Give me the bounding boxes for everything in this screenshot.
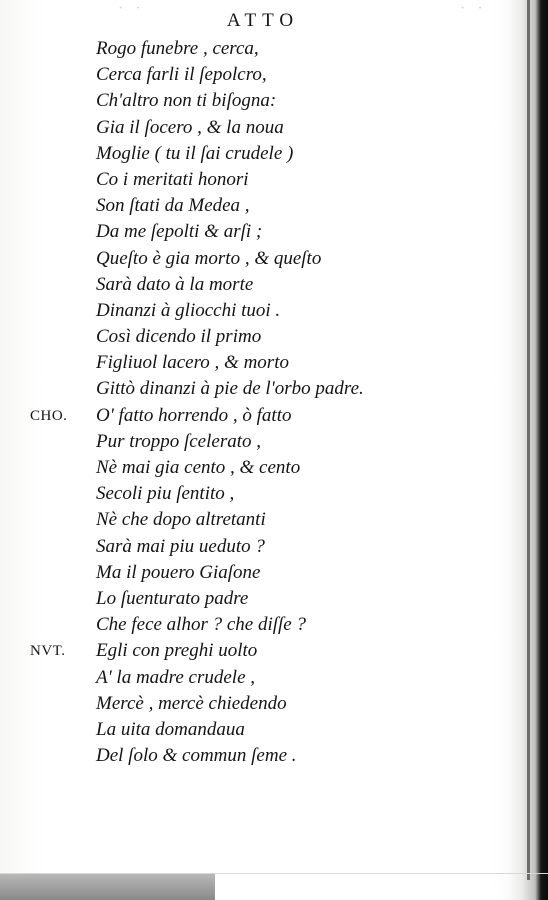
verse-text: Dinanzi à gliocchi tuoi . [96,299,281,321]
bleed-through-mark: · · [118,0,145,17]
verse-text: Secoli piu ſentito , [96,483,235,505]
verse-text: Co i meritati honori [96,168,249,190]
verse-text: Mercè , mercè chiedendo [96,692,287,714]
verse-text: Da me ſepolti & arſi ; [96,221,263,243]
verse-line [30,534,460,560]
verse-text: Egli con preghi uolto [96,640,258,662]
verse-line [30,560,460,586]
verse-line [30,638,460,664]
verse-text: Gia il ſocero , & la noua [96,116,284,138]
verse-line [30,246,460,272]
verse-line [30,376,460,402]
verse-text: Figliuol lacero , & morto [96,352,289,374]
verse-line [30,743,460,769]
verse-line [30,403,460,429]
verse-line [30,665,460,691]
verse-line [30,62,460,88]
verse-line [30,167,460,193]
verse-line [30,717,460,743]
verse-text: Che fece alhor ? che diſſe ? [96,614,306,636]
verse-line [30,272,460,298]
verse-text: A' la madre crudele , [96,666,256,688]
verse-line [30,115,460,141]
scan-background-strip [0,874,215,900]
verse-text: Ch'altro non ti biſogna: [96,90,277,112]
verse-line [30,141,460,167]
verse-line [30,193,460,219]
verse-text: Rogo funebre , cerca, [96,38,259,59]
verse-text: Lo ſuenturato padre [96,587,249,609]
verse-line [30,507,460,533]
verse-line [30,324,460,350]
verse-line [30,88,460,114]
verse-text: Nè che dopo altretanti [96,509,266,531]
verse-text: Gittò dinanzi à pie de l'orbo padre. [96,378,364,400]
verse-line [30,219,460,245]
verse-line [30,481,460,507]
verse-text: Queſto è gia morto , & queſto [96,247,322,269]
verse-text: Pur troppo ſcelerato , [96,430,261,452]
verse-text: La uita domandaua [96,718,245,740]
verse-text: Del ſolo & commun ſeme . [96,745,297,767]
bleed-through-mark: · · [460,0,487,17]
verse-line [30,36,460,62]
speaker-label: NVT. [30,643,66,660]
verse-text: Moglie ( tu il ſai crudele ) [96,142,294,164]
running-head: ATTO [226,10,300,31]
verse-text: Nè mai gia cento , & cento [96,457,301,478]
binding-edge [508,0,548,900]
verse-block [30,36,460,769]
verse-line [30,612,460,638]
verse-line [30,350,460,376]
verse-line [30,298,460,324]
speaker-label: CHO. [30,407,68,424]
verse-text: Ma il pouero Giaſone [96,561,261,583]
verse-line [30,586,460,612]
verse-text: O' fatto horrendo , ò fatto [96,404,292,426]
verse-line [30,455,460,481]
verse-text: Son ſtati da Medea , [96,195,250,217]
verse-text: Cerca farli il ſepolcro, [96,64,267,86]
verse-line [30,691,460,717]
verse-text: Sarà mai piu ueduto ? [96,535,265,557]
verse-text: Così dicendo il primo [96,326,262,348]
verse-text: Sarà dato à la morte [96,273,254,295]
verse-line [30,429,460,455]
